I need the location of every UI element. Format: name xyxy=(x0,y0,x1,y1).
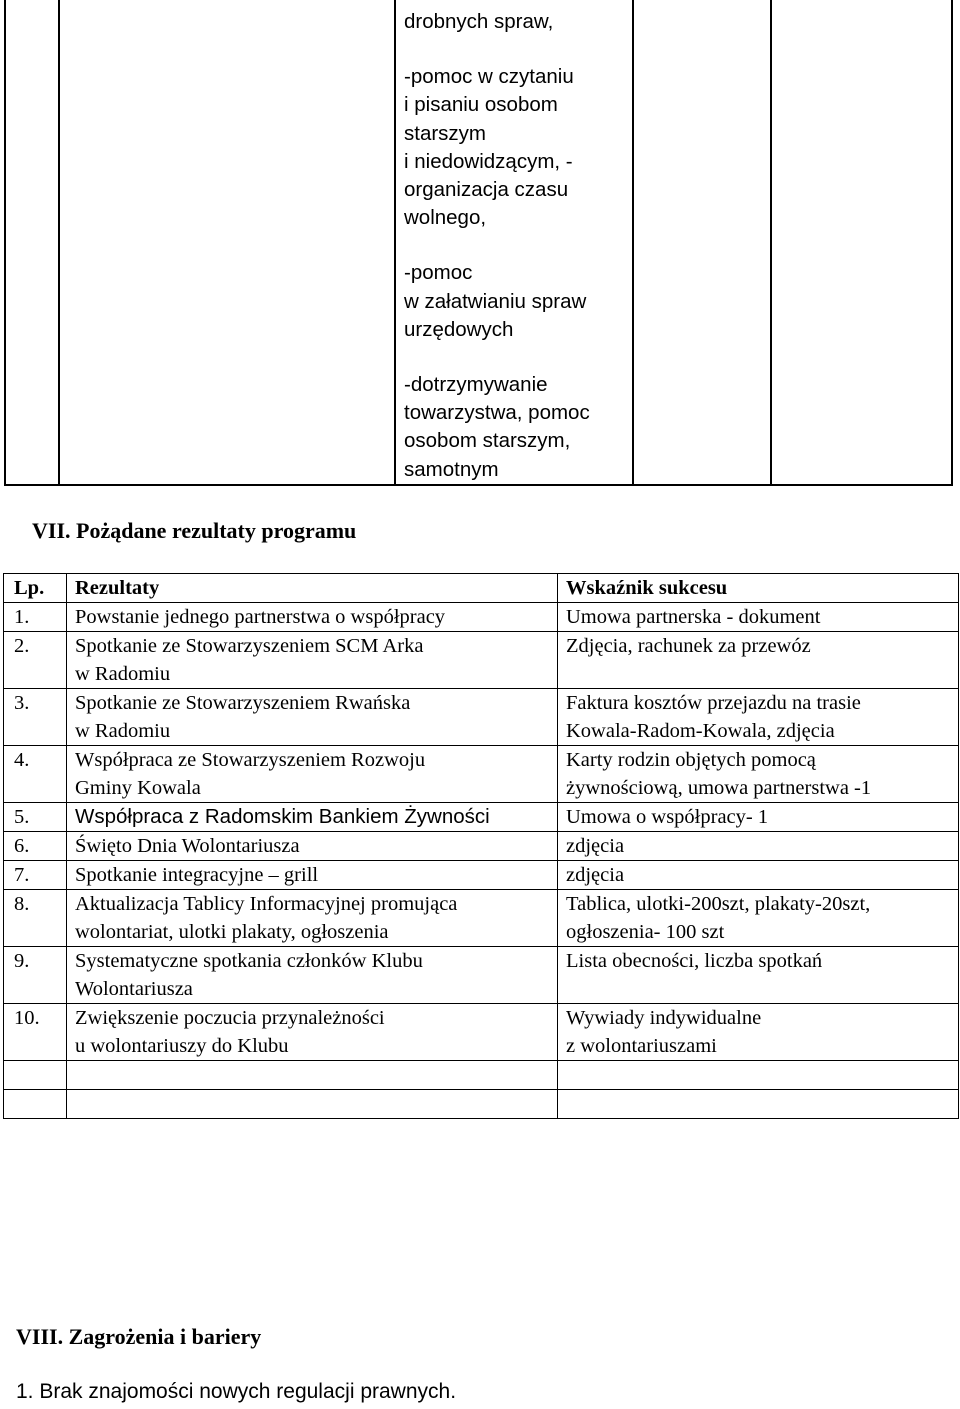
table-row xyxy=(4,861,959,890)
table-row xyxy=(4,1004,959,1061)
activity-paragraph: drobnych spraw, xyxy=(404,10,554,33)
results-table xyxy=(3,573,959,1119)
table-header-row xyxy=(4,574,959,603)
empty-row xyxy=(4,1061,959,1090)
row-number: 2. xyxy=(4,632,67,689)
row-indicator: Umowa partnerska - dokument xyxy=(558,603,959,632)
column-divider xyxy=(632,0,634,486)
row-result: Systematyczne spotkania członków Klubu Wolontariusza xyxy=(67,947,558,1004)
row-number: 9. xyxy=(4,947,67,1004)
row-number: 4. xyxy=(4,746,67,803)
row-result: Aktualizacja Tablicy Informacyjnej promująca wolontariat, ulotki plakaty, ogłoszenia xyxy=(67,890,558,947)
row-indicator: zdjęcia xyxy=(558,861,959,890)
row-result: Zwiększenie poczucia przynależności u wolontariuszy do Klubu xyxy=(67,1004,558,1061)
header-success-indicator: Wskaźnik sukcesu xyxy=(558,574,959,603)
section-heading-risks: VIII. Zagrożenia i bariery xyxy=(16,1324,262,1349)
row-indicator: Karty rodzin objętych pomocą żywnościową, umowa partnerstwa -1 xyxy=(558,746,959,803)
row-result: Spotkanie ze Stowarzyszeniem SCM Arka w Radomiu xyxy=(67,632,558,689)
table-row xyxy=(4,603,959,632)
header-results: Rezultaty xyxy=(67,574,558,603)
risk-list-item: 1. Brak znajomości nowych regulacji prawnych. xyxy=(16,1380,457,1403)
table-row xyxy=(4,689,959,746)
row-result: Spotkanie ze Stowarzyszeniem Rwańska w Radomiu xyxy=(67,689,558,746)
row-number: 3. xyxy=(4,689,67,746)
row-indicator: Tablica, ulotki-200szt, plakaty-20szt, ogłoszenia- 100 szt xyxy=(558,890,959,947)
row-result: Współpraca ze Stowarzyszeniem Rozwoju Gminy Kowala xyxy=(67,746,558,803)
table-row xyxy=(4,746,959,803)
row-result: Spotkanie integracyjne – grill xyxy=(67,861,558,890)
activities-description-cell xyxy=(404,8,624,484)
table-row xyxy=(4,947,959,1004)
column-divider xyxy=(770,0,772,486)
column-divider xyxy=(58,0,60,486)
table-row xyxy=(4,632,959,689)
column-divider xyxy=(394,0,396,486)
row-number: 1. xyxy=(4,603,67,632)
row-indicator: Lista obecności, liczba spotkań xyxy=(558,947,959,1004)
row-number: 5. xyxy=(4,803,67,832)
activity-paragraph: -pomoc w załatwianiu spraw urzędowych xyxy=(404,261,587,341)
activity-paragraph: -dotrzymywanie towarzystwa, pomoc osobom starszym, samotnym xyxy=(404,373,590,481)
header-lp: Lp. xyxy=(4,574,67,603)
row-number: 7. xyxy=(4,861,67,890)
activity-paragraph: -pomoc w czytaniu i pisaniu osobom starszym i niedowidzącym, - organizacja czasu wolnego, xyxy=(404,65,574,230)
table-row xyxy=(4,803,959,832)
row-number: 8. xyxy=(4,890,67,947)
row-result: Powstanie jednego partnerstwa o współpracy xyxy=(67,603,558,632)
row-indicator: Umowa o współpracy- 1 xyxy=(558,803,959,832)
row-indicator: Faktura kosztów przejazdu na trasie Kowala-Radom-Kowala, zdjęcia xyxy=(558,689,959,746)
table-row xyxy=(4,832,959,861)
row-result: Współpraca z Radomskim Bankiem Żywności xyxy=(67,803,558,832)
row-indicator: Zdjęcia, rachunek za przewóz xyxy=(558,632,959,689)
section-heading-expected-results: VII. Pożądane rezultaty programu xyxy=(32,518,357,543)
row-indicator: zdjęcia xyxy=(558,832,959,861)
empty-row xyxy=(4,1090,959,1119)
row-indicator: Wywiady indywidualne z wolontariuszami xyxy=(558,1004,959,1061)
row-number: 6. xyxy=(4,832,67,861)
row-result: Święto Dnia Wolontariusza xyxy=(67,832,558,861)
table-row xyxy=(4,890,959,947)
row-number: 10. xyxy=(4,1004,67,1061)
